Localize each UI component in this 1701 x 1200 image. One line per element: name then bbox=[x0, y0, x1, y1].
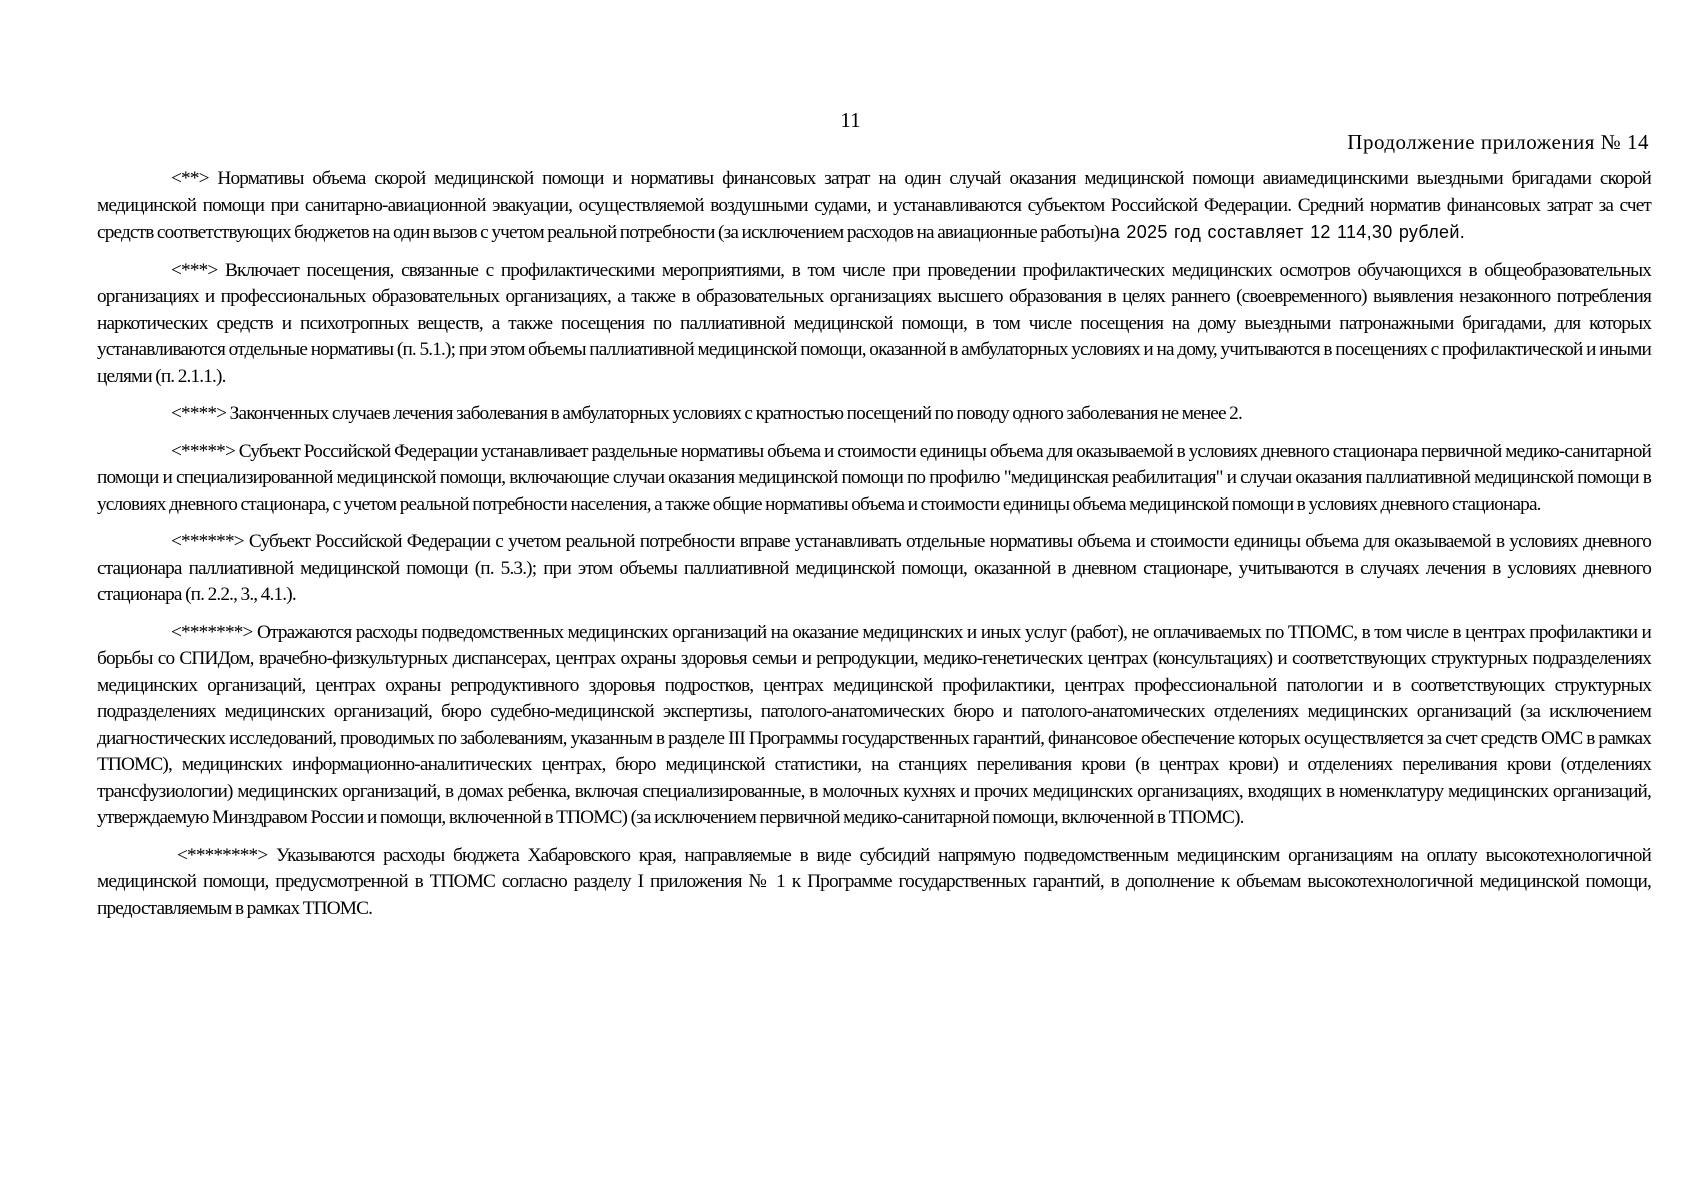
footnote-2-text: <**> Нормативы объема скорой медицинской помощи и нормативы финансовых затрат на один случай оказания медицинской помощи авиамедицинскими выездными бригадами скорой медицинской помощи при санитарно-авиационной эвакуации, осуществляемой воздушными судами, и устанавливаются субъектом Российской Федерации. Средний норматив финансовых затрат за счет средств соответствующих бюджетов на один вызов с учетом реальной потребности (за исключением расходов на авиационные работы) bbox=[97, 168, 1651, 243]
footnote-5: <*****> Субъект Российской Федерации устанавливает раздельные нормативы объема и стоимости единицы объема для оказываемой в условиях дневного стационара первичной медико-санитарной помощи и специализированной медицинской помощи, включающие случаи оказания медицинской помощи по профилю "медицинская реабилитация" и случаи оказания паллиативной медицинской помощи в условиях дневного стационара, с учетом реальной потребности населения, а также общие нормативы объема и стоимости единицы объема медицинской помощи в условиях дневного стационара. bbox=[97, 440, 1651, 515]
footnote-3: <***> Включает посещения, связанные с профилактическими мероприятиями, в том числе при проведении профилактических медицинских осмотров обучающихся в общеобразовательных организациях и профессиональных образовательных организациях, а также в образовательных организациях высшего образования в целях раннего (своевременного) выявления незаконного потребления наркотических средств и психотропных веществ, а также посещения по паллиативной медицинской помощи, в том числе посещения на дому выездными патронажными бригадами, для которых устанавливаются отдельные нормативы (п. 5.1.); при этом объемы паллиативной медицинской помощи, оказанной в амбулаторных условиях и на дому, учитываются в посещениях с профилактической и иными целями (п. 2.1.1.). bbox=[97, 259, 1651, 387]
footnote-4: <****> Законченных случаев лечения заболевания в амбулаторных условиях с кратностью посещений по поводу одного заболевания не менее 2. bbox=[171, 403, 1242, 424]
footnote-2 bbox=[97, 166, 1651, 247]
footnote-8: <********> Указываются расходы бюджета Хабаровского края, направляемые в виде субсидий напрямую подведомственным медицинским организациям на оплату высокотехнологичной медицинской помощи, предусмотренной в ТПОМС согласно разделу I приложения № 1 к Программе государственных гарантий, в дополнение к объемам высокотехнологичной медицинской помощи, предоставляемым в рамках ТПОМС. bbox=[97, 844, 1651, 919]
footnote-6: <******> Субъект Российской Федерации с учетом реальной потребности вправе устанавливать отдельные нормативы объема и стоимости единицы объема для оказываемой в условиях дневного стационара паллиативной медицинской помощи (п. 5.3.); при этом объемы паллиативной медицинской помощи, оказанной в дневном стационаре, учитываются в случаях лечения в условиях дневного стационара (п. 2.2., 3., 4.1.). bbox=[97, 531, 1651, 605]
appendix-continuation-label: Продолжение приложения № 14 bbox=[1347, 130, 1649, 154]
footnote-7: <*******> Отражаются расходы подведомственных медицинских организаций на оказание медицинских и иных услуг (работ), не оплачиваемых по ТПОМС, в том числе в центрах профилактики и борьбы со СПИДом, врачебно-физкультурных диспансерах, центрах охраны здоровья семьи и репродукции, медико-генетических центрах (консультациях) и соответствующих структурных подразделениях медицинских организаций, центрах охраны репродуктивного здоровья подростков, центрах медицинской профилактики, центрах профессиональной патологии и в соответствующих структурных подразделениях медицинских организаций, бюро судебно-медицинской экспертизы, патолого-анатомических бюро и патолого-анатомических отделениях медицинских организаций (за исключением диагностических исследований, проводимых по заболеваниям, указанным в разделе III Программы государственных гарантий, финансовое обеспечение которых осуществляется за счет средств ОМС в рамках ТПОМС), медицинских информационно-аналитических центрах, бюро медицинской статистики, на станциях переливания крови (в центрах крови) и отделениях переливания крови (отделениях трансфузиологии) медицинских организаций, в домах ребенка, включая специализированные, в молочных кухнях и прочих медицинских организациях, входящих в номенклатуру медицинских организаций, утверждаемую Минздравом России и помощи, включенной в ТПОМС) (за исключением первичной медико-санитарной помощи, включенной в ТПОМС). bbox=[97, 621, 1651, 828]
page-number: 11 bbox=[840, 108, 861, 132]
footnote-2-tail: на 2025 год составляет 12 114,30 рублей. bbox=[1099, 222, 1465, 242]
footnotes bbox=[97, 166, 1651, 933]
